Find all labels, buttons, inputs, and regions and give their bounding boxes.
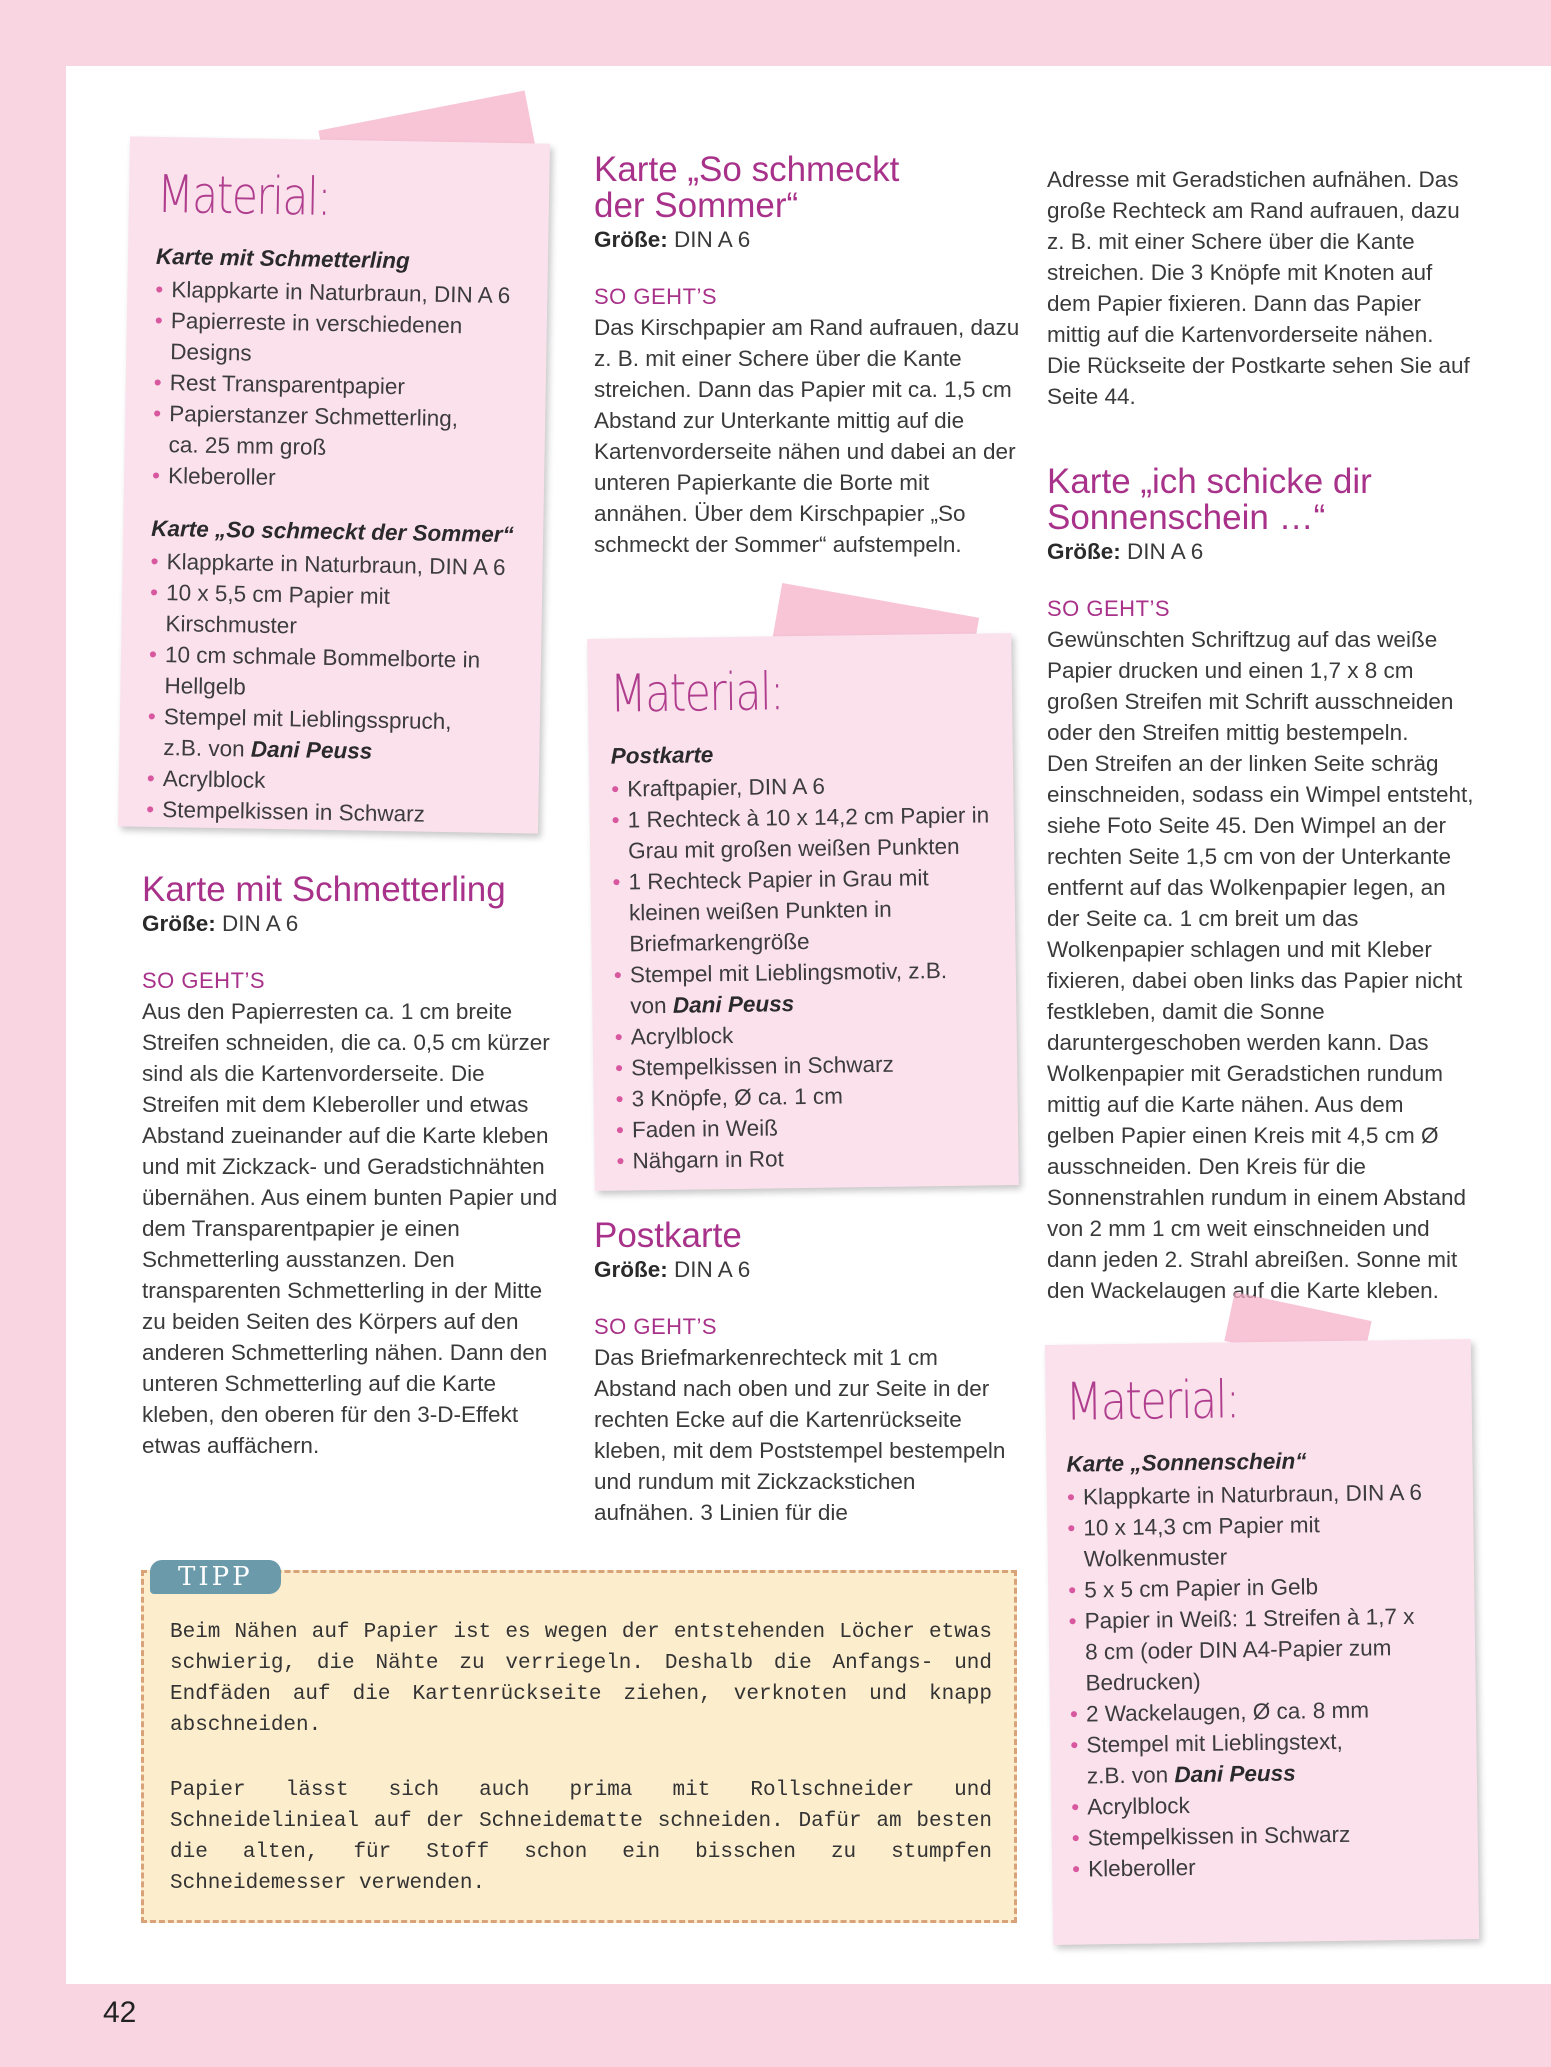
material-list bbox=[611, 768, 1001, 1176]
list-item-text: Stempel mit Lieblingsspruch, z.B. von bbox=[163, 704, 452, 762]
list-item bbox=[1070, 1725, 1387, 1791]
instructions-text: Gewünschten Schriftzug auf das weiße Papier drucken und einen 1,7 x 8 cm großen Streifen mit Schrift ausschneiden oder den Streifen mittig bestempeln. bbox=[1047, 627, 1454, 745]
instructions-text: Adresse mit Geradstichen aufnähen. Das große Rechteck am Rand aufrauen, dazu z. B. mit einer Schere über die Kante streichen. Die 3 Knöpfe mit Knoten auf dem Papier fixieren. Dann das Papier mittig auf die Kartenvorderseite nähen. bbox=[1047, 167, 1460, 347]
material-list-2 bbox=[146, 546, 523, 831]
list-item: • 10 x 14,3 cm Papier mit Wolkenmuster bbox=[1067, 1508, 1384, 1574]
instructions-text: Den Streifen an der linken Seite schräg einschneiden, sodass ein Wimpel entsteht, siehe Foto Seite 45. Den Wimpel an der rechten Seite 1,5 cm von der Unterkante entfernt auf das Wolkenpapier legen, an der Seite ca. 1 cm breit um das Wolkenpapier schlagen und mit Kleber fixieren, dabei oben links das Papier nicht festkleben, damit die Sonne daruntergeschoben werden kann. Das Wolkenpapier mit Geradstichen rundum mittig auf die Karte nähen. Aus dem gelben Papier einen Kreis mit 4,5 cm Ø ausschneiden. Den Kreis für die Sonnenstrahlen rundum in einem Abstand von 2 mm 1 cm weit einschneiden und dann jeden 2. Strahl abreißen. Sonne mit den Wackelaugen auf die Karte kleben. bbox=[1047, 751, 1474, 1303]
size-line bbox=[1047, 536, 1475, 567]
tip-text: Beim Nähen auf Papier ist es wegen der entstehenden Löcher etwas schwierig, die Nähte zu verriegeln. Deshalb die Anfangs- und Endfäden auf die Kartenrückseite ziehen, verknoten und knapp abschneiden. bbox=[170, 1621, 992, 1737]
material-heading: Material: bbox=[156, 164, 331, 228]
page-number: 42 bbox=[103, 1996, 137, 2029]
size-label: Größe: bbox=[1047, 539, 1121, 564]
list-item: • Rest Transparentpapier bbox=[153, 367, 525, 404]
size-label: Größe: bbox=[142, 911, 216, 936]
list-item: • 3 Knöpfe, Ø ca. 1 cm bbox=[615, 1078, 999, 1114]
article-schmetterling bbox=[142, 872, 564, 1461]
size-label: Größe: bbox=[594, 1257, 668, 1282]
designer-name: Dani Peuss bbox=[672, 991, 795, 1018]
instructions-text: Die Rückseite der Postkarte sehen Sie auf Seite 44. bbox=[1047, 353, 1470, 409]
list-item: • Papier in Weiß: 1 Streifen à 1,7 x 8 cm (oder DIN A4-Papier zum Bedrucken) bbox=[1068, 1601, 1425, 1699]
howto-heading: SO GEHT’S bbox=[594, 1314, 718, 1339]
howto-heading: SO GEHT’S bbox=[142, 968, 266, 993]
material-list bbox=[1067, 1476, 1461, 1884]
list-item: • Acrylblock bbox=[615, 1016, 999, 1052]
instructions-text: Das Kirschpapier am Rand aufrauen, dazu z. B. mit einer Schere über die Kante streichen. Dann das Papier mit ca. 1,5 cm Abstand zur Unterkante mittig auf die Kartenvorderseite nähen und dabei an der unteren Papierkante die Borte mit annähen. Über dem Kirschpapier „So schmeckt der Sommer“ aufstempeln. bbox=[594, 315, 1020, 557]
material-heading: Material: bbox=[609, 662, 784, 725]
designer-name: Dani Peuss bbox=[250, 736, 373, 764]
size-value: DIN A 6 bbox=[1120, 539, 1204, 564]
tip-text: Papier lässt sich auch prima mit Rollschneider und Schneidelinieal auf der Schneidematte schneiden. Dafür am besten die alten, für Stoff schon ein bisschen zu stumpfen Schneidemesser verwenden. bbox=[170, 1779, 992, 1895]
list-item: • Klappkarte in Naturbraun, DIN A 6 bbox=[150, 546, 522, 583]
list-item: • Papierstanzer Schmetterling, ca. 25 mm groß bbox=[152, 398, 489, 466]
article-title: Postkarte bbox=[594, 1216, 742, 1255]
list-item bbox=[614, 955, 971, 1022]
size-line bbox=[594, 1254, 1020, 1285]
material-subheading: Karte „Sonnenschein“ bbox=[1066, 1448, 1307, 1477]
material-subheading: Karte mit Schmetterling bbox=[155, 243, 410, 274]
list-item: • Stempelkissen in Schwarz bbox=[1072, 1817, 1460, 1853]
tip-box bbox=[141, 1562, 1017, 1923]
article-continued bbox=[1047, 164, 1475, 412]
list-item: • Papierreste in verschiedenen Designs bbox=[154, 305, 471, 373]
list-item: • Nähgarn in Rot bbox=[616, 1140, 1000, 1176]
list-item: • 1 Rechteck à 10 x 14,2 cm Papier in Grau mit großen weißen Punkten bbox=[611, 799, 996, 866]
list-item: • 1 Rechteck Papier in Grau mit kleinen weißen Punkten in Briefmarkengröße bbox=[612, 861, 997, 959]
list-item: • Acrylblock bbox=[147, 763, 519, 800]
size-line bbox=[594, 224, 1020, 255]
material-card-2 bbox=[587, 633, 1019, 1191]
list-item: • 10 x 5,5 cm Papier mit Kirschmuster bbox=[149, 577, 522, 645]
list-item bbox=[147, 701, 484, 769]
material-subheading: Karte „So schmeckt der Sommer“ bbox=[150, 515, 515, 548]
material-card-3 bbox=[1045, 1339, 1479, 1945]
list-item: • Stempelkissen in Schwarz bbox=[615, 1047, 999, 1083]
howto-heading: SO GEHT’S bbox=[594, 284, 718, 309]
size-label: Größe: bbox=[594, 227, 668, 252]
list-item: • Kraftpapier, DIN A 6 bbox=[611, 768, 995, 804]
howto-heading: SO GEHT’S bbox=[1047, 596, 1171, 621]
material-list-1 bbox=[152, 274, 528, 497]
designer-name: Dani Peuss bbox=[1174, 1760, 1296, 1788]
list-item: • Acrylblock bbox=[1071, 1786, 1459, 1822]
size-value: DIN A 6 bbox=[667, 227, 751, 252]
material-subheading: Postkarte bbox=[610, 742, 714, 769]
instructions-text: Aus den Papierresten ca. 1 cm breite Streifen schneiden, die ca. 0,5 cm kürzer sind als die Kartenvorderseite. Die Streifen mit dem Kleberoller und etwas Abstand zueinander auf die Karte kleben und mit Zickzack- und Geradstichnähten übernähen. Aus einem bunten Papier und dem Transparentpapier je einen Schmetterling ausstanzen. Den transparenten Schmetterling in der Mitte zu beiden Seiten des Körpers auf den anderen Schmetterling nähen. Dann den unteren Schmetterling auf die Karte kleben, den oberen für den 3-D-Effekt etwas auffächern. bbox=[142, 999, 558, 1458]
list-item-text: Stempel mit Lieblingsmotiv, z.B. von bbox=[629, 957, 948, 1019]
list-item: • 10 cm schmale Bommelborte in Hellgelb bbox=[148, 639, 485, 707]
list-item-text: Stempel mit Lieblingstext, z.B. von bbox=[1086, 1728, 1343, 1789]
list-item: • Klappkarte in Naturbraun, DIN A 6 bbox=[1067, 1476, 1455, 1512]
material-card-1 bbox=[118, 136, 550, 833]
size-line bbox=[142, 908, 564, 939]
list-item: • 5 x 5 cm Papier in Gelb bbox=[1068, 1569, 1456, 1605]
list-item: • Faden in Weiß bbox=[616, 1109, 1000, 1145]
article-sommer bbox=[594, 152, 1020, 560]
article-postkarte bbox=[594, 1218, 1020, 1528]
material-heading: Material: bbox=[1065, 1370, 1239, 1433]
article-title: Karte „So schmeckt der Sommer“ bbox=[594, 150, 900, 225]
instructions-text: Das Briefmarkenrechteck mit 1 cm Abstand nach oben und zur Seite in der rechten Ecke auf die Kartenrückseite kleben, mit dem Poststempel bestempeln und rundum mit Zickzackstichen aufnähen. 3 Linien für die bbox=[594, 1345, 1006, 1525]
size-value: DIN A 6 bbox=[667, 1257, 751, 1282]
article-title: Karte „ich schicke dir Sonnenschein …“ bbox=[1047, 462, 1372, 537]
article-sonnenschein bbox=[1047, 464, 1475, 1306]
list-item: • Stempelkissen in Schwarz bbox=[146, 794, 518, 831]
list-item: • Kleberoller bbox=[1072, 1848, 1460, 1884]
list-item: • Klappkarte in Naturbraun, DIN A 6 bbox=[155, 274, 527, 311]
list-item: • Kleberoller bbox=[152, 460, 524, 497]
tip-label: TIPP bbox=[150, 1560, 281, 1594]
list-item: • 2 Wackelaugen, Ø ca. 8 mm bbox=[1070, 1693, 1458, 1729]
article-title: Karte mit Schmetterling bbox=[142, 870, 506, 909]
size-value: DIN A 6 bbox=[215, 911, 299, 936]
